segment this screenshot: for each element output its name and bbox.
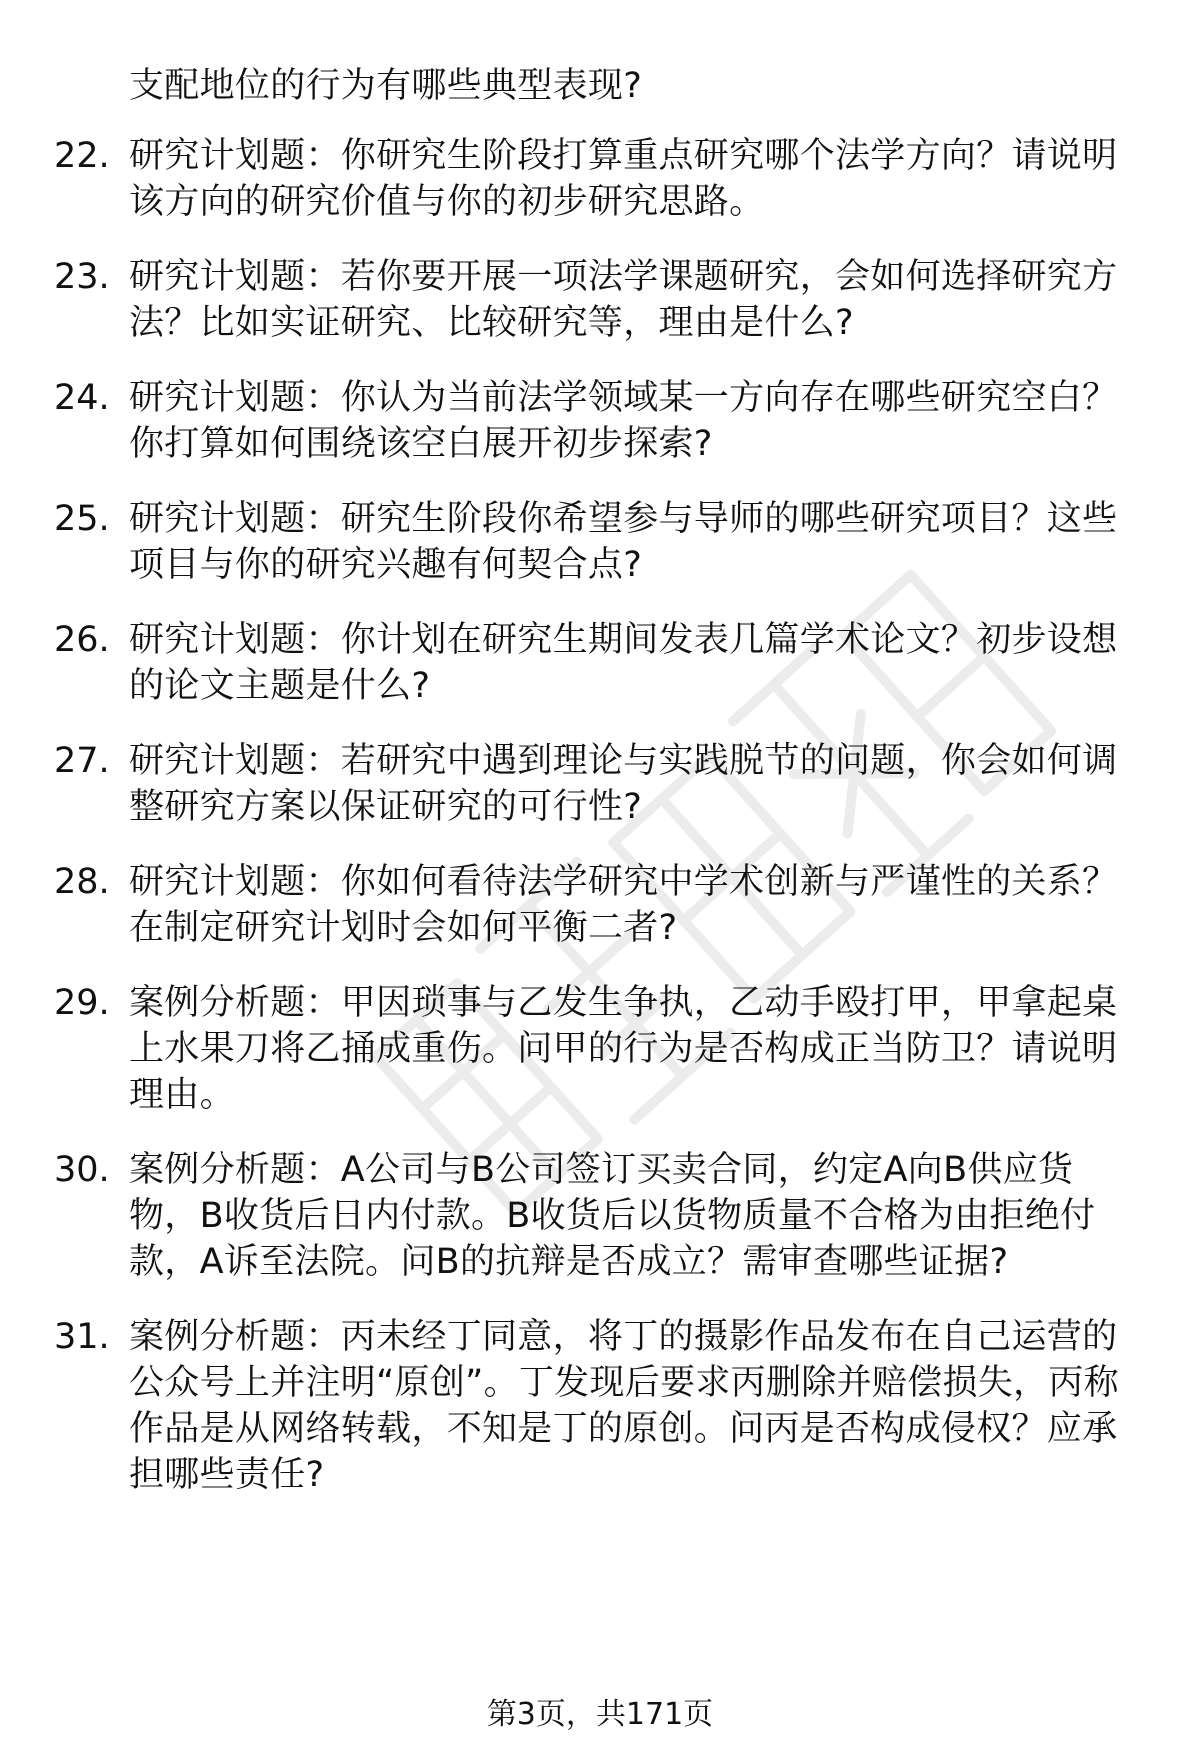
continued-question-text: 支配地位的行为有哪些典型表现? [129, 66, 643, 106]
question-number: 23. [54, 257, 110, 297]
question-number: 28. [54, 862, 110, 902]
question-text: 研究计划题：若你要开展一项法学课题研究，会如何选择研究方法？比如实证研究、比较研究等，理由是什么? [129, 257, 1118, 343]
question-text: 研究计划题：你计划在研究生期间发表几篇学术论文？初步设想的论文主题是什么? [129, 620, 1118, 706]
question-text: 研究计划题：你认为当前法学领域某一方向存在哪些研究空白？你打算如何围绕该空白展开初步探索? [129, 378, 1118, 464]
question-text: 研究计划题：研究生阶段你希望参与导师的哪些研究项目？这些项目与你的研究兴趣有何契合点? [129, 499, 1118, 585]
question-text: 研究计划题：你研究生阶段打算重点研究哪个法学方向？请说明该方向的研究价值与你的初步研究思路。 [129, 136, 1118, 222]
question-text: 研究计划题：你如何看待法学研究中学术创新与严谨性的关系？在制定研究计划时会如何平衡二者? [129, 862, 1118, 948]
question-number: 22. [54, 136, 110, 176]
question-number: 25. [54, 499, 110, 539]
question-number: 30. [54, 1150, 110, 1190]
question-text: 案例分析题：甲因琐事与乙发生争执，乙动手殴打甲，甲拿起桌上水果刀将乙捅成重伤。问甲的行为是否构成正当防卫？请说明理由。 [129, 983, 1118, 1115]
question-number: 26. [54, 620, 110, 660]
question-number: 27. [54, 741, 110, 781]
question-number: 29. [54, 983, 110, 1023]
question-text: 案例分析题：A公司与B公司签订买卖合同，约定A向B供应货物，B收货后日内付款。B收货后以货物质量不合格为由拒绝付款，A诉至法院。问B的抗辩是否成立？需审查哪些证据? [129, 1150, 1096, 1282]
question-number: 24. [54, 378, 110, 418]
question-number: 31. [54, 1317, 110, 1357]
question-text: 研究计划题：若研究中遇到理论与实践脱节的问题，你会如何调整研究方案以保证研究的可行性? [129, 741, 1118, 827]
page-footer: 第3页，共171页 [486, 1697, 714, 1732]
question-text: 案例分析题：丙未经丁同意，将丁的摄影作品发布在自己运营的公众号上并注明“原创”。丁发现后要求丙删除并赔偿损失，丙称作品是从网络转载，不知是丁的原创。问丙是否构成侵权？应承担哪些责任? [129, 1317, 1119, 1495]
